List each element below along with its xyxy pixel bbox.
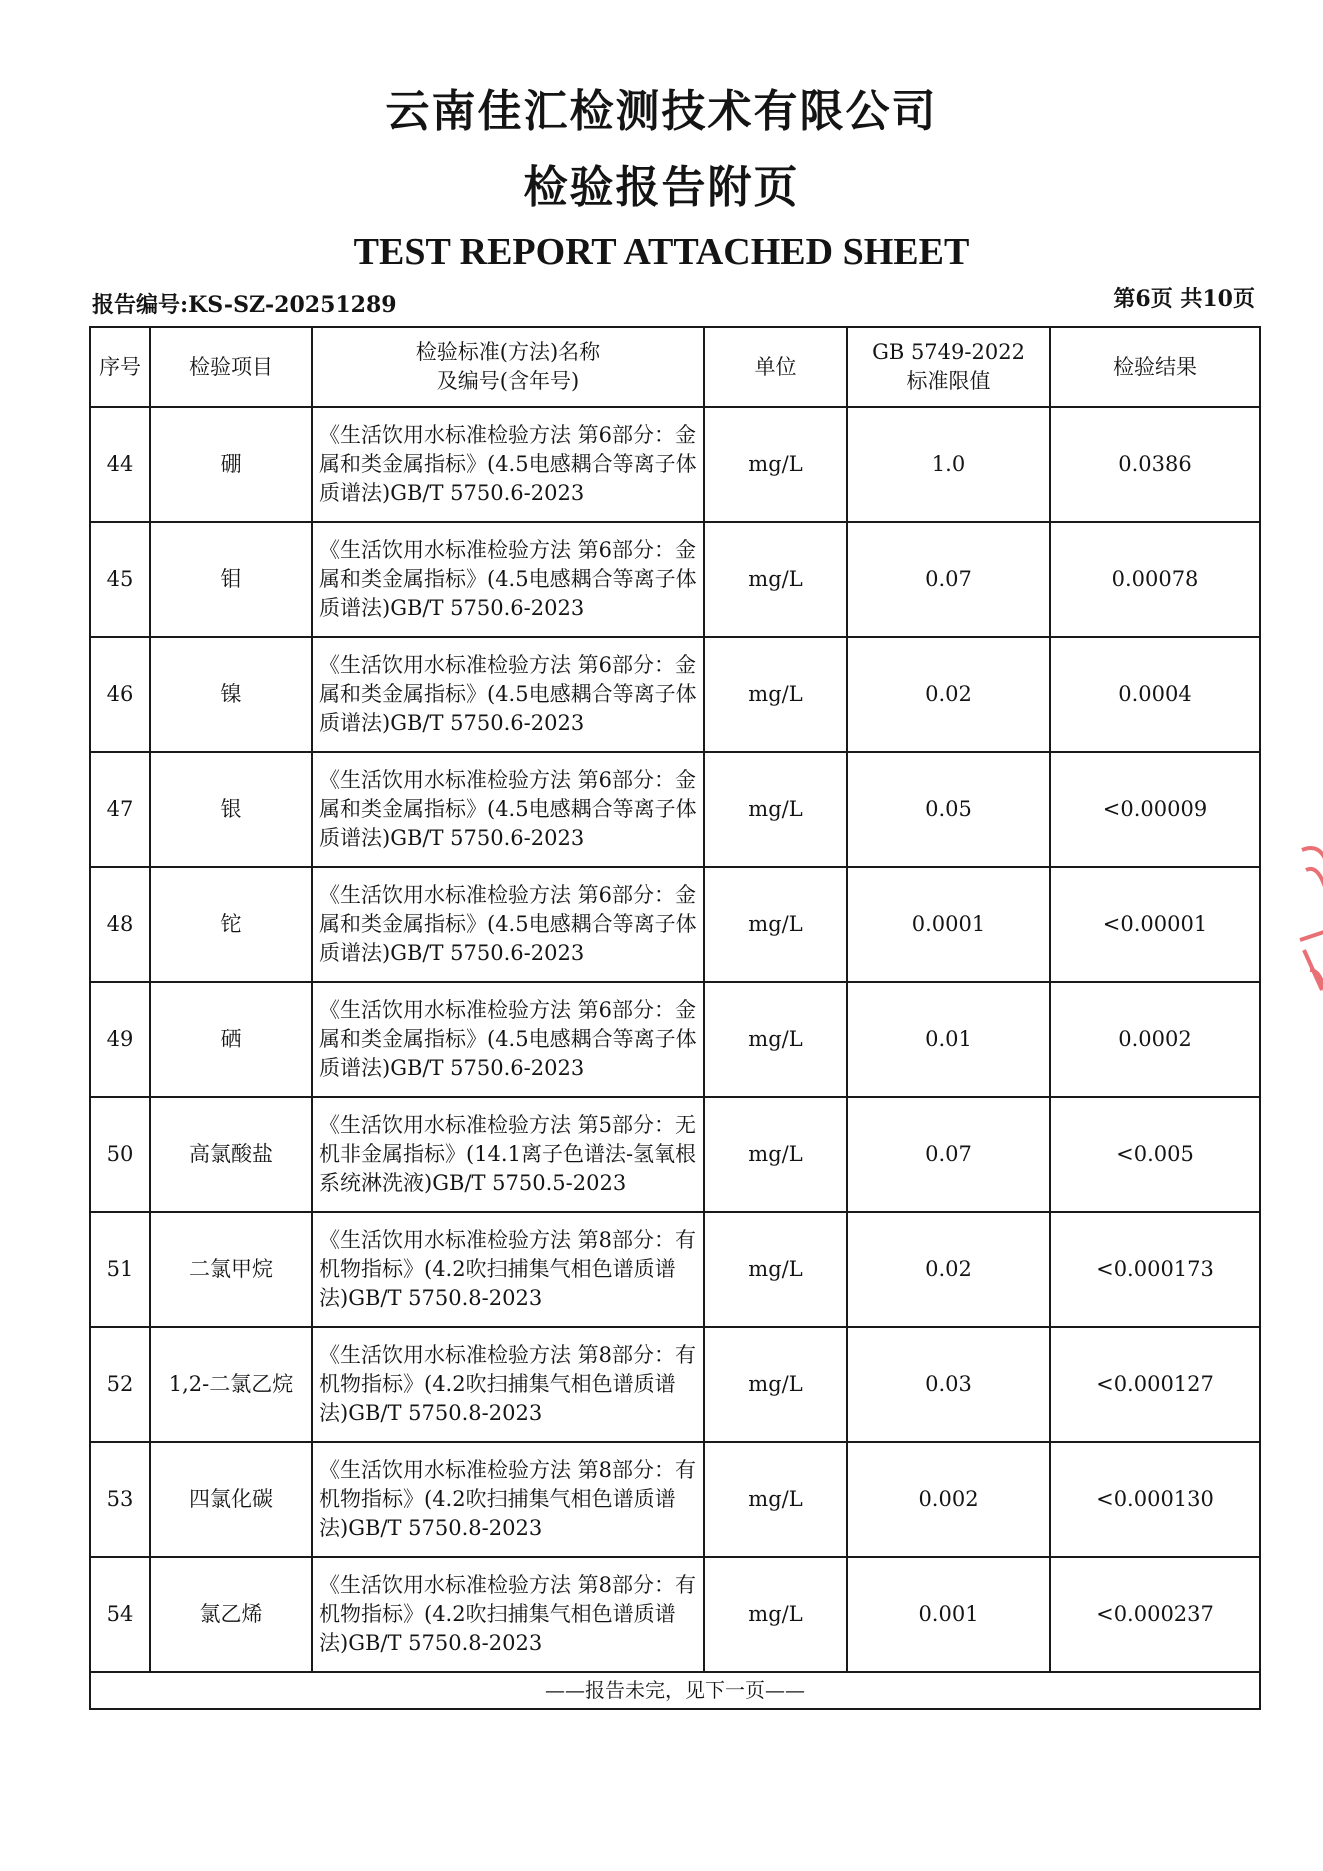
row-unit: mg/L xyxy=(704,1097,847,1212)
table-row xyxy=(90,1327,1260,1442)
table-row xyxy=(90,1212,1260,1327)
row-item: 铊 xyxy=(150,867,312,982)
row-item: 1,2-二氯乙烷 xyxy=(150,1327,312,1442)
row-limit: 0.02 xyxy=(847,637,1050,752)
row-item: 四氯化碳 xyxy=(150,1442,312,1557)
col-header-result: 检验结果 xyxy=(1050,327,1260,407)
table-row xyxy=(90,1097,1260,1212)
row-limit: 0.05 xyxy=(847,752,1050,867)
row-standard: 《生活饮用水标准检验方法 第8部分：有机物指标》(4.2吹扫捕集气相色谱质谱法)GB/T 5750.8-2023 xyxy=(312,1212,704,1327)
row-limit: 0.02 xyxy=(847,1212,1050,1327)
row-item: 硼 xyxy=(150,407,312,522)
row-result: 0.0004 xyxy=(1050,637,1260,752)
row-result: <0.000237 xyxy=(1050,1557,1260,1672)
col-header-unit: 单位 xyxy=(704,327,847,407)
seal-stamp-fragment xyxy=(1296,820,1323,1100)
row-no: 49 xyxy=(90,982,150,1097)
row-standard: 《生活饮用水标准检验方法 第5部分：无机非金属指标》(14.1离子色谱法-氢氧根系统淋洗液)GB/T 5750.5-2023 xyxy=(312,1097,704,1212)
row-item: 硒 xyxy=(150,982,312,1097)
row-item: 钼 xyxy=(150,522,312,637)
row-no: 52 xyxy=(90,1327,150,1442)
row-limit: 0.0001 xyxy=(847,867,1050,982)
row-limit: 1.0 xyxy=(847,407,1050,522)
row-item: 二氯甲烷 xyxy=(150,1212,312,1327)
row-limit: 0.03 xyxy=(847,1327,1050,1442)
page-indicator: 第6页 共10页 xyxy=(1113,286,1255,312)
row-unit: mg/L xyxy=(704,1557,847,1672)
table-row xyxy=(90,637,1260,752)
row-unit: mg/L xyxy=(704,1442,847,1557)
col-header-standard: 检验标准(方法)名称 及编号(含年号) xyxy=(312,327,704,407)
row-result: <0.005 xyxy=(1050,1097,1260,1212)
col-header-limit: GB 5749-2022 标准限值 xyxy=(847,327,1050,407)
row-result: <0.000173 xyxy=(1050,1212,1260,1327)
row-unit: mg/L xyxy=(704,867,847,982)
row-result: <0.000127 xyxy=(1050,1327,1260,1442)
table-row xyxy=(90,1557,1260,1672)
row-standard: 《生活饮用水标准检验方法 第6部分：金属和类金属指标》(4.5电感耦合等离子体质谱法)GB/T 5750.6-2023 xyxy=(312,867,704,982)
col-header-no: 序号 xyxy=(90,327,150,407)
row-no: 51 xyxy=(90,1212,150,1327)
report-title-en: TEST REPORT ATTACHED SHEET xyxy=(353,231,970,273)
table-row xyxy=(90,1442,1260,1557)
row-standard: 《生活饮用水标准检验方法 第6部分：金属和类金属指标》(4.5电感耦合等离子体质谱法)GB/T 5750.6-2023 xyxy=(312,982,704,1097)
row-result: 0.00078 xyxy=(1050,522,1260,637)
row-limit: 0.001 xyxy=(847,1557,1050,1672)
row-standard: 《生活饮用水标准检验方法 第6部分：金属和类金属指标》(4.5电感耦合等离子体质谱法)GB/T 5750.6-2023 xyxy=(312,407,704,522)
row-item: 高氯酸盐 xyxy=(150,1097,312,1212)
row-standard: 《生活饮用水标准检验方法 第8部分：有机物指标》(4.2吹扫捕集气相色谱质谱法)GB/T 5750.8-2023 xyxy=(312,1327,704,1442)
row-unit: mg/L xyxy=(704,1212,847,1327)
row-no: 45 xyxy=(90,522,150,637)
table-row xyxy=(90,407,1260,522)
row-no: 50 xyxy=(90,1097,150,1212)
table-row xyxy=(90,752,1260,867)
row-unit: mg/L xyxy=(704,522,847,637)
row-limit: 0.07 xyxy=(847,1097,1050,1212)
row-unit: mg/L xyxy=(704,407,847,522)
table-row xyxy=(90,982,1260,1097)
row-result: 0.0002 xyxy=(1050,982,1260,1097)
table-row xyxy=(90,522,1260,637)
row-result: <0.000130 xyxy=(1050,1442,1260,1557)
continued-note: ——报告未完，见下一页—— xyxy=(90,1672,1260,1709)
row-no: 54 xyxy=(90,1557,150,1672)
row-item: 氯乙烯 xyxy=(150,1557,312,1672)
company-name: 云南佳汇检测技术有限公司 xyxy=(385,86,938,137)
row-item: 银 xyxy=(150,752,312,867)
report-number: 报告编号:KS-SZ-20251289 xyxy=(92,292,397,318)
col-header-item: 检验项目 xyxy=(150,327,312,407)
row-standard: 《生活饮用水标准检验方法 第6部分：金属和类金属指标》(4.5电感耦合等离子体质谱法)GB/T 5750.6-2023 xyxy=(312,522,704,637)
row-no: 44 xyxy=(90,407,150,522)
row-unit: mg/L xyxy=(704,982,847,1097)
row-limit: 0.01 xyxy=(847,982,1050,1097)
row-no: 46 xyxy=(90,637,150,752)
row-result: <0.00001 xyxy=(1050,867,1260,982)
row-limit: 0.002 xyxy=(847,1442,1050,1557)
row-no: 53 xyxy=(90,1442,150,1557)
row-standard: 《生活饮用水标准检验方法 第8部分：有机物指标》(4.2吹扫捕集气相色谱质谱法)GB/T 5750.8-2023 xyxy=(312,1557,704,1672)
results-table xyxy=(89,326,1261,1710)
row-item: 镍 xyxy=(150,637,312,752)
row-standard: 《生活饮用水标准检验方法 第8部分：有机物指标》(4.2吹扫捕集气相色谱质谱法)GB/T 5750.8-2023 xyxy=(312,1442,704,1557)
row-unit: mg/L xyxy=(704,637,847,752)
row-unit: mg/L xyxy=(704,1327,847,1442)
row-limit: 0.07 xyxy=(847,522,1050,637)
table-row xyxy=(90,867,1260,982)
row-no: 47 xyxy=(90,752,150,867)
row-standard: 《生活饮用水标准检验方法 第6部分：金属和类金属指标》(4.5电感耦合等离子体质谱法)GB/T 5750.6-2023 xyxy=(312,752,704,867)
row-result: <0.00009 xyxy=(1050,752,1260,867)
row-no: 48 xyxy=(90,867,150,982)
row-standard: 《生活饮用水标准检验方法 第6部分：金属和类金属指标》(4.5电感耦合等离子体质谱法)GB/T 5750.6-2023 xyxy=(312,637,704,752)
table-header-row xyxy=(90,327,1260,407)
report-title-cn: 检验报告附页 xyxy=(523,162,800,213)
row-result: 0.0386 xyxy=(1050,407,1260,522)
row-unit: mg/L xyxy=(704,752,847,867)
